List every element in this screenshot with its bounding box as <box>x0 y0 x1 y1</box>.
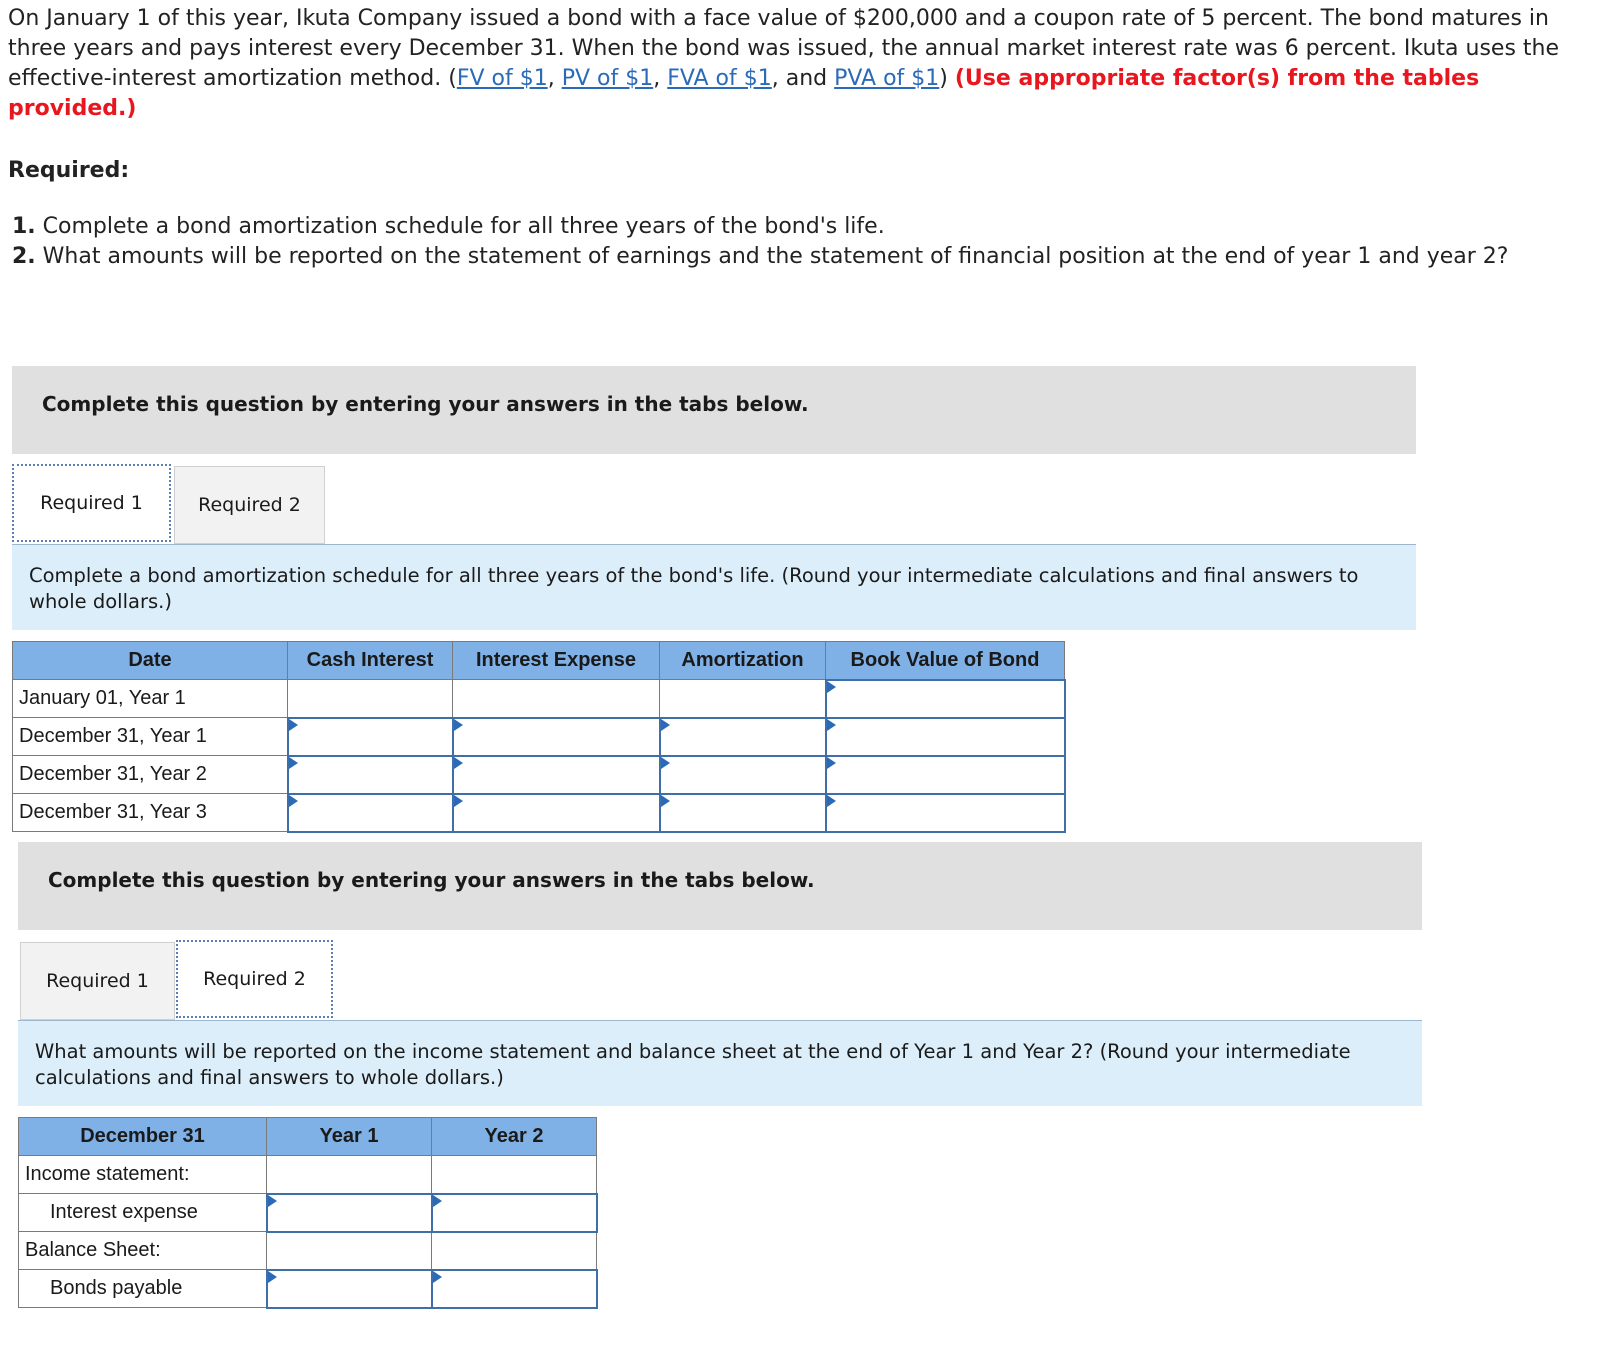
bonds-payable-year2-cell <box>432 1270 597 1308</box>
amortization-input-cell <box>660 718 826 756</box>
row-label: Balance Sheet: <box>19 1232 267 1270</box>
column-header-date: Date <box>13 642 288 680</box>
requirements-list <box>12 212 1508 272</box>
column-header-year-1: Year 1 <box>267 1118 432 1156</box>
factor-note: (Use appropriate factor(s) from the tables provided.) <box>8 66 1480 121</box>
empty-cell <box>432 1232 597 1270</box>
row-label: Income statement: <box>19 1156 267 1194</box>
amortization-table <box>12 641 1066 833</box>
requirement-number: 2. <box>12 244 36 269</box>
row-label: December 31, Year 3 <box>13 794 288 832</box>
problem-text: On January 1 of this year, Ikuta Company issued a bond with a face value of $200,000 and a coupon rate of 5 percent. The bond matures in three years and pays interest every December 31. When the bond was issued, the annual market interest rate was 6 percent. Ikuta uses the effective-interest amortization method. ( <box>8 6 1560 91</box>
empty-cell <box>288 680 453 718</box>
required-1-section <box>12 366 1416 836</box>
cash-interest-input[interactable] <box>289 796 452 830</box>
required-2-section <box>18 842 1422 1312</box>
row-label: Interest expense <box>19 1194 267 1232</box>
cash-interest-input-cell <box>288 794 453 832</box>
requirement-text: What amounts will be reported on the statement of earnings and the statement of financial position at the end of year 1 and year 2? <box>35 244 1509 269</box>
interest-expense-input[interactable] <box>454 758 659 792</box>
separator: ) <box>939 66 955 91</box>
pv-table-link[interactable]: PV of $1 <box>561 66 654 91</box>
tab-required-1[interactable]: Required 1 <box>12 464 171 542</box>
column-header-interest-expense: Interest Expense <box>453 642 660 680</box>
cash-interest-input-cell <box>288 756 453 794</box>
interest-expense-input[interactable] <box>454 796 659 830</box>
instruction-text: What amounts will be reported on the income statement and balance sheet at the end of Year 1 and Year 2? (Round your intermediate calculations and final answers to whole dollars.) <box>18 1020 1422 1106</box>
bonds-payable-year1-cell <box>267 1270 432 1308</box>
cash-interest-input[interactable] <box>289 758 452 792</box>
table-row <box>13 794 1065 832</box>
amortization-input-cell <box>660 794 826 832</box>
column-header-december-31: December 31 <box>19 1118 267 1156</box>
book-value-input[interactable] <box>827 796 1064 830</box>
table-row <box>13 680 1065 718</box>
column-header-cash-interest: Cash Interest <box>288 642 453 680</box>
instructions-banner <box>12 366 1416 454</box>
empty-cell <box>660 680 826 718</box>
bonds-payable-year1-input[interactable] <box>268 1272 431 1306</box>
requirement-number: 1. <box>12 214 36 239</box>
financial-statement-table <box>18 1117 598 1309</box>
fva-table-link[interactable]: FVA of $1 <box>667 66 772 91</box>
book-value-input-cell <box>826 756 1065 794</box>
banner-text: Complete this question by entering your answers in the tabs below. <box>48 868 815 892</box>
separator: , <box>653 66 668 91</box>
table-row <box>19 1270 597 1308</box>
interest-expense-input-cell <box>453 794 660 832</box>
empty-cell <box>432 1156 597 1194</box>
problem-statement <box>8 4 1608 124</box>
column-header-amortization: Amortization <box>660 642 826 680</box>
separator: , and <box>771 66 835 91</box>
fv-table-link[interactable]: FV of $1 <box>456 66 548 91</box>
pva-table-link[interactable]: PVA of $1 <box>834 66 940 91</box>
amortization-input[interactable] <box>661 720 825 754</box>
cash-interest-input-cell <box>288 718 453 756</box>
instructions-banner <box>18 842 1422 930</box>
table-row <box>19 1194 597 1232</box>
row-label: December 31, Year 2 <box>13 756 288 794</box>
tab-required-2[interactable]: Required 2 <box>176 940 333 1018</box>
interest-expense-input-cell <box>453 756 660 794</box>
banner-text: Complete this question by entering your answers in the tabs below. <box>42 392 809 416</box>
amortization-input[interactable] <box>661 796 825 830</box>
table-row <box>13 756 1065 794</box>
table-row <box>13 718 1065 756</box>
cash-interest-input[interactable] <box>289 720 452 754</box>
interest-expense-year1-input[interactable] <box>268 1196 431 1230</box>
tab-required-1[interactable]: Required 1 <box>20 942 175 1020</box>
tab-required-2[interactable]: Required 2 <box>174 466 325 544</box>
required-heading: Required: <box>8 158 130 183</box>
book-value-input-cell <box>826 794 1065 832</box>
book-value-input-cell <box>826 718 1065 756</box>
empty-cell <box>453 680 660 718</box>
column-header-year-2: Year 2 <box>432 1118 597 1156</box>
table-row <box>19 1156 597 1194</box>
book-value-input-cell <box>826 680 1065 718</box>
requirement-item <box>12 242 1508 272</box>
amortization-input[interactable] <box>661 758 825 792</box>
interest-expense-year2-cell <box>432 1194 597 1232</box>
row-label: Bonds payable <box>19 1270 267 1308</box>
table-header-row <box>13 642 1065 680</box>
amortization-input-cell <box>660 756 826 794</box>
book-value-input[interactable] <box>827 758 1064 792</box>
column-header-book-value: Book Value of Bond <box>826 642 1065 680</box>
interest-expense-input-cell <box>453 718 660 756</box>
interest-expense-year2-input[interactable] <box>433 1196 596 1230</box>
row-label: January 01, Year 1 <box>13 680 288 718</box>
requirement-text: Complete a bond amortization schedule for all three years of the bond's life. <box>35 214 885 239</box>
row-label: December 31, Year 1 <box>13 718 288 756</box>
empty-cell <box>267 1232 432 1270</box>
book-value-input[interactable] <box>827 682 1064 716</box>
empty-cell <box>267 1156 432 1194</box>
interest-expense-input[interactable] <box>454 720 659 754</box>
requirement-item <box>12 212 1508 242</box>
book-value-input[interactable] <box>827 720 1064 754</box>
table-row <box>19 1232 597 1270</box>
interest-expense-year1-cell <box>267 1194 432 1232</box>
bonds-payable-year2-input[interactable] <box>433 1272 596 1306</box>
separator: , <box>547 66 562 91</box>
table-header-row <box>19 1118 597 1156</box>
instruction-text: Complete a bond amortization schedule for all three years of the bond's life. (Round your intermediate calculations and final answers to whole dollars.) <box>12 544 1416 630</box>
